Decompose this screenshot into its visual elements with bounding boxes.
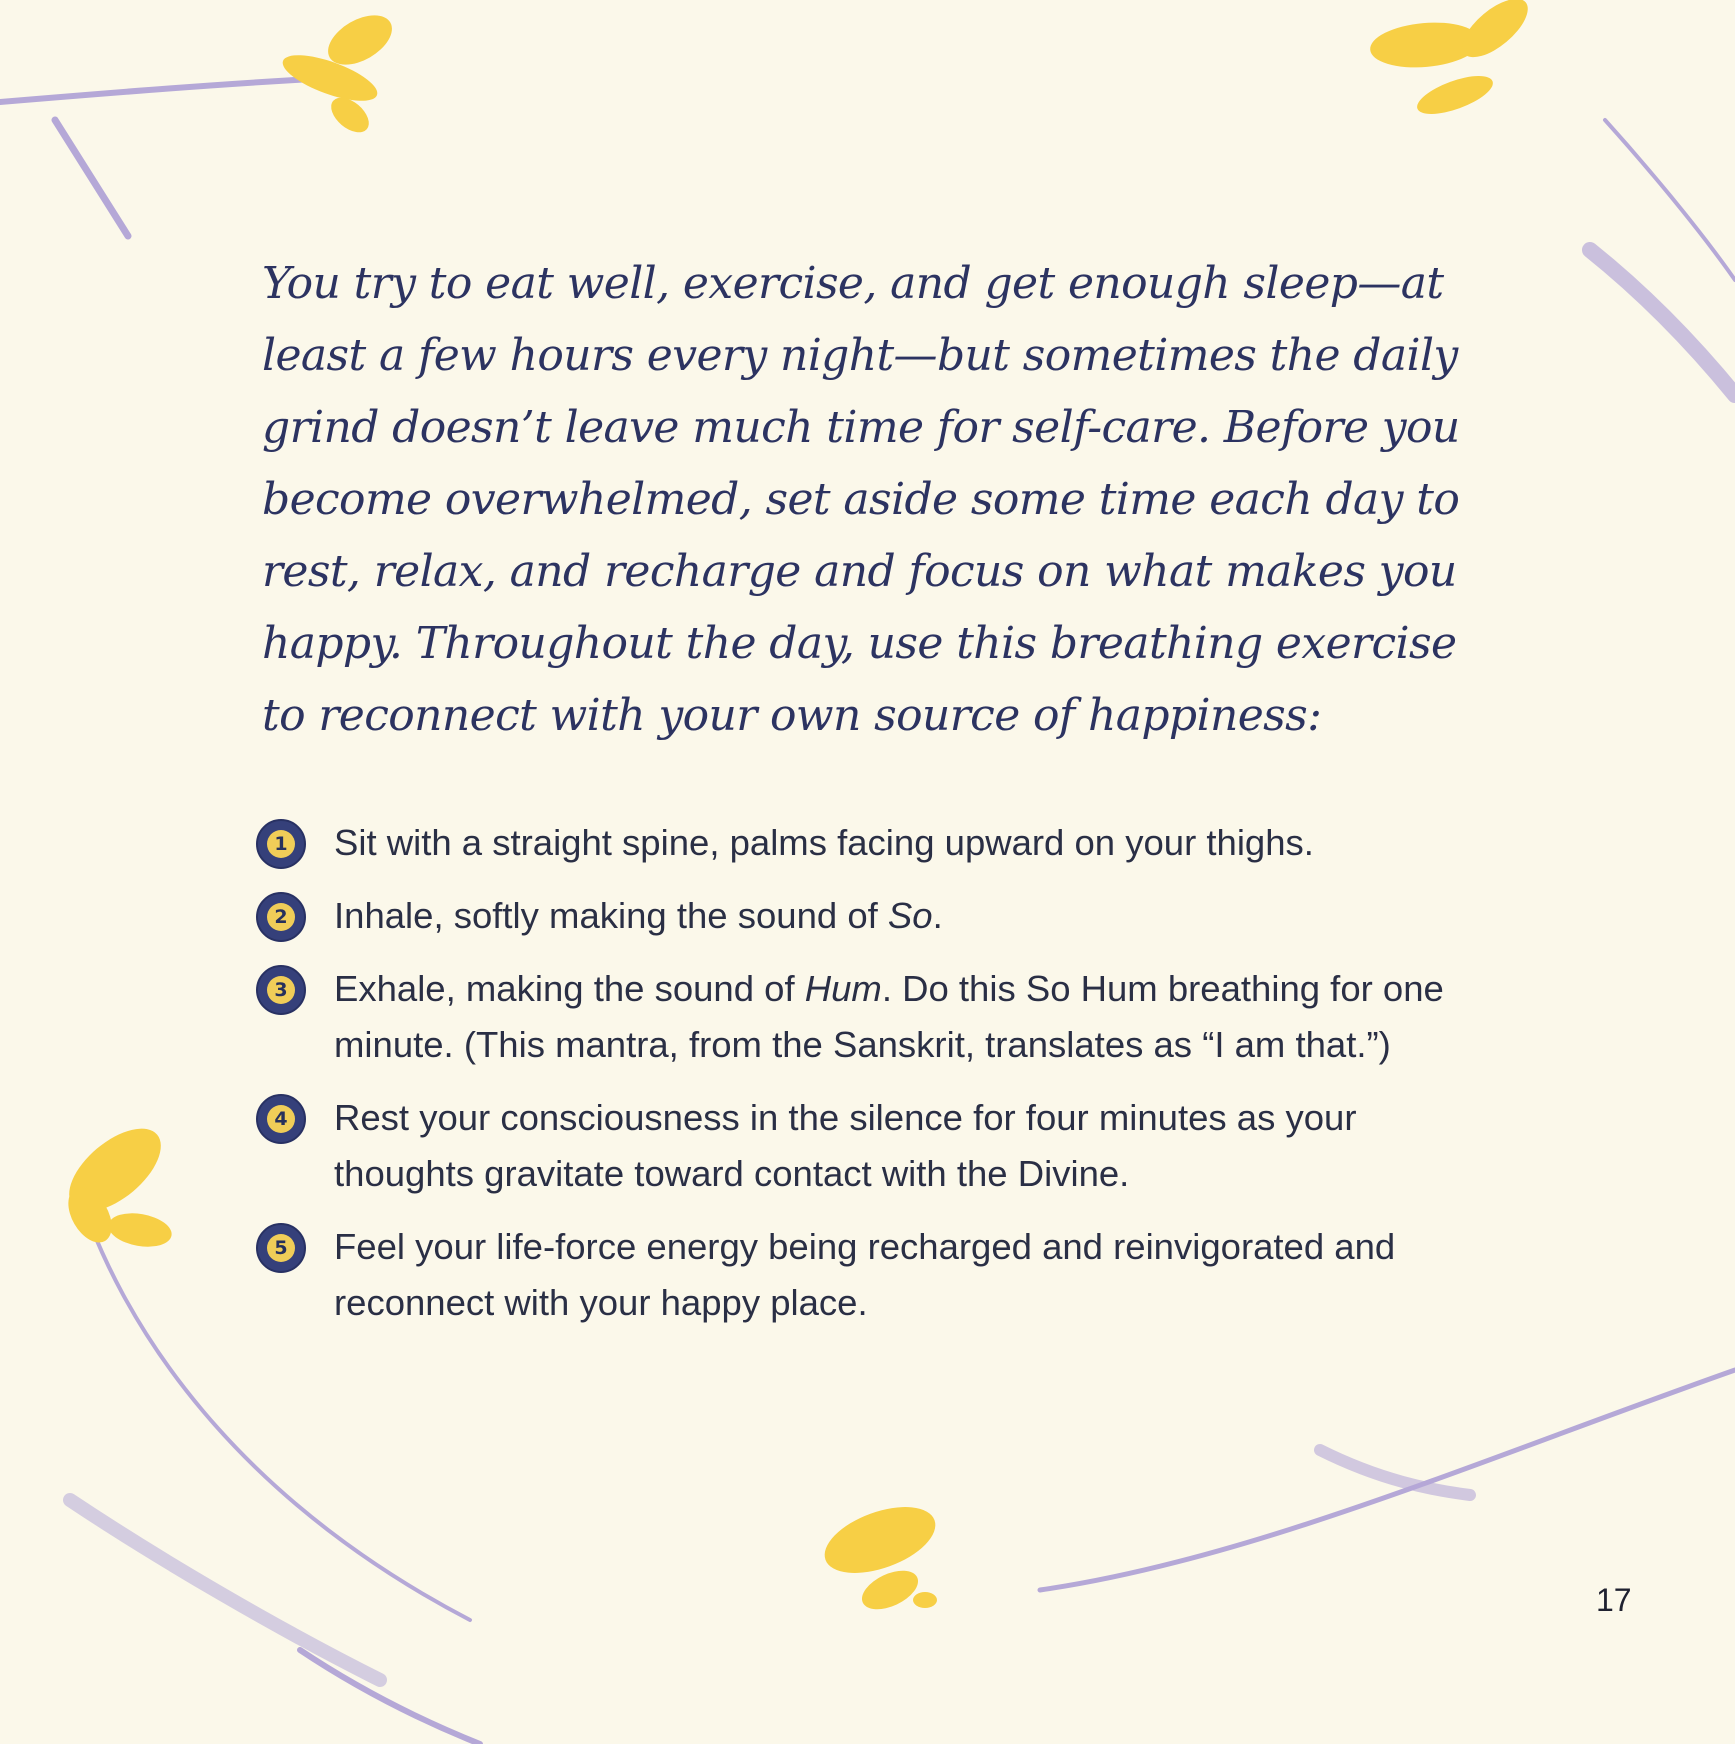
stem-top-left-leaf — [55, 120, 128, 236]
list-item — [256, 888, 1486, 944]
step-number-badge: 3 — [256, 965, 306, 1015]
stem-bottom-left-low — [300, 1650, 480, 1744]
list-item — [256, 815, 1486, 871]
step-text: Feel your life-force energy being recharged and reinvigorated and reconnect with your happy place. — [334, 1226, 1396, 1323]
leaf-right — [1590, 250, 1735, 395]
step-text: Inhale, softly making the sound of So. — [334, 895, 943, 936]
list-item — [256, 1219, 1486, 1331]
step-text: Exhale, making the sound of Hum. Do this So Hum breathing for one minute. (This mantra, from the Sanskrit, translates as “I am that.”) — [334, 968, 1444, 1065]
page-number: 17 — [1596, 1582, 1632, 1618]
step-text: Rest your consciousness in the silence for four minutes as your thoughts gravitate toward contact with the Divine. — [334, 1097, 1357, 1194]
step-number-badge: 4 — [256, 1094, 306, 1144]
step-number-badge: 1 — [256, 819, 306, 869]
stem-top-right — [1605, 120, 1735, 280]
flower-top-right — [1368, 0, 1537, 122]
flower-top-left — [278, 5, 401, 139]
stem-top-left — [0, 78, 330, 102]
leaf-bottom-left — [70, 1500, 380, 1680]
breathing-steps-list — [256, 815, 1486, 1348]
flower-left — [55, 1113, 175, 1251]
leaf-bottom-right — [1320, 1450, 1470, 1495]
flower-bottom-center — [816, 1494, 944, 1617]
step-number-badge: 2 — [256, 892, 306, 942]
list-item — [256, 1090, 1486, 1202]
step-number-badge: 5 — [256, 1223, 306, 1273]
intro-paragraph: You try to eat well, exercise, and get enough sleep—at least a few hours every night—but sometimes the daily grind doesn’t leave much time for self-care. Before you become overwhelmed, set aside some time each day to rest, relax, and recharge and focus on what makes you happy. Throughout the day, use this breathing exercise to reconnect with your own source of happiness: — [262, 258, 1460, 741]
list-item — [256, 961, 1486, 1073]
step-text: Sit with a straight spine, palms facing upward on your thighs. — [334, 822, 1314, 863]
